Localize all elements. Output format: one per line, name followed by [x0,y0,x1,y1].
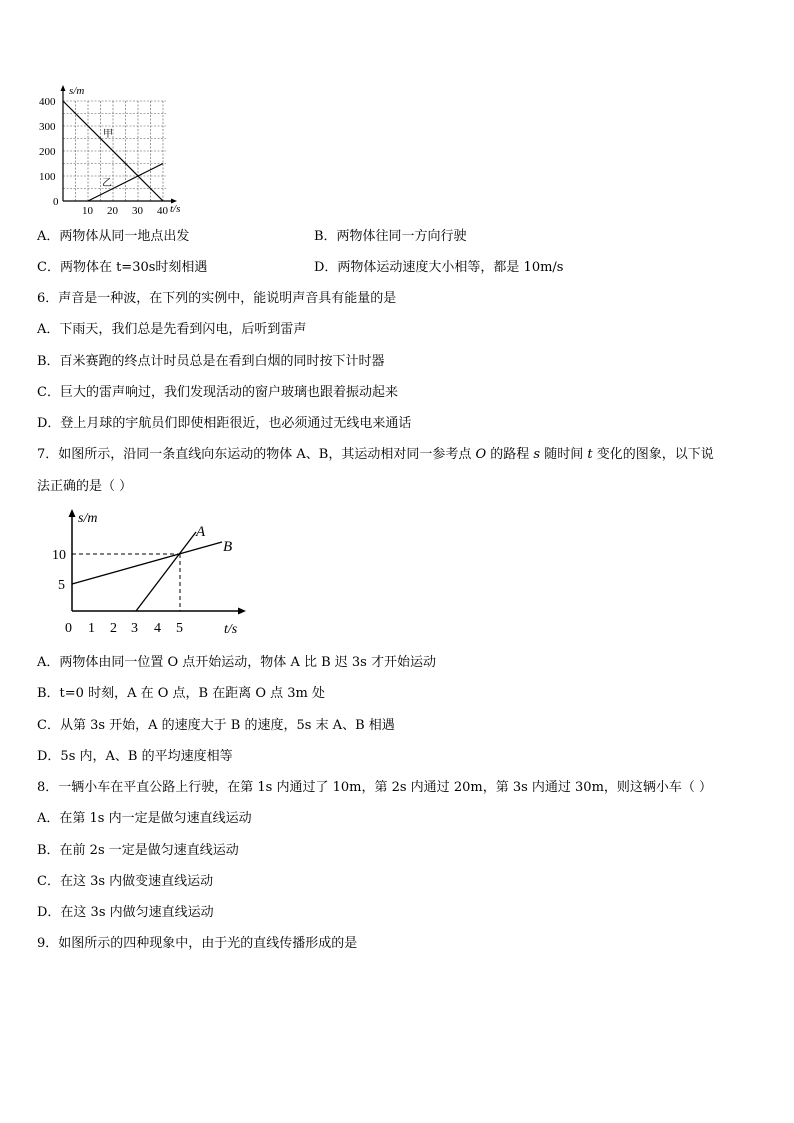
graph-2-x-tick: 3 [131,621,138,636]
graph-2-x-label: t/s [224,622,238,637]
q7-stem-text: 随时间 [540,447,588,462]
q7-option-b[interactable]: B．t=0 时刻，A 在 O 点，B 在距离 O 点 3m 处 [37,686,325,701]
graph-2-label-a: A [196,524,206,540]
q5-option-a[interactable]: A．两物体从同一地点出发 [37,229,190,244]
q7-stem-text: 变化的图象，以下说 [592,447,714,462]
graph-2-label-b: B [223,539,233,555]
graph-2-x-tick: 4 [154,621,161,636]
q7-stem-var-t: t [587,447,593,462]
q7-stem-var-s: s [533,447,541,462]
graph-1-y-tick: 100 [39,171,56,183]
graph-2-y-arrow [69,509,76,517]
graph-1-label-jia: 甲 [103,129,113,140]
graph-1-x-label: t/s [170,203,181,215]
graph-1-y-tick: 200 [39,146,56,158]
graph-1-y-tick: 300 [39,121,56,133]
q6-option-b[interactable]: B．百米赛跑的终点计时员总是在看到白烟的同时按下计时器 [37,354,385,369]
graph-2-x-tick: 0 [65,621,72,636]
q5-option-c[interactable]: C．两物体在 t=30s时刻相遇 [37,260,208,275]
graph-1-y-tick: 400 [39,96,56,108]
graph-1-y-arrow [61,85,66,91]
q7-stem-text: 7．如图所示，沿同一条直线向东运动的物体 A、B，其运动相对同一参考点 [37,447,476,462]
graph-2-y-tick: 10 [52,548,66,563]
q6-option-a[interactable]: A．下雨天，我们总是先看到闪电，后听到雷声 [37,322,307,337]
graph-1-x-tick: 20 [107,205,118,217]
q5-option-d[interactable]: D．两物体运动速度大小相等，都是 10m/s [314,260,564,275]
graph-1-y-label: s/m [69,85,85,97]
q7-option-d[interactable]: D．5s 内，A、B 的平均速度相等 [37,749,233,764]
q6-option-d[interactable]: D．登上月球的宇航员们即使相距很近，也必须通过无线电来通话 [37,416,412,431]
q8-option-a[interactable]: A．在第 1s 内一定是做匀速直线运动 [37,811,252,826]
graph-2-x-tick: 2 [110,621,117,636]
graph-1-label-yi: 乙 [102,178,112,189]
q7-stem-var-o: O [475,447,487,462]
q7-option-c[interactable]: C．从第 3s 开始，A 的速度大于 B 的速度，5s 末 A、B 相遇 [37,718,395,733]
graph-2-x-arrow [238,608,246,615]
q8-option-d[interactable]: D．在这 3s 内做匀速直线运动 [37,905,214,920]
q8-stem: 8．一辆小车在平直公路上行驶，在第 1s 内通过了 10m，第 2s 内通过 20m，第 3s 内通过 30m，则这辆小车（ ） [37,780,713,795]
graph-2-line-b [72,542,222,584]
q5-option-b[interactable]: B．两物体往同一方向行驶 [314,229,467,244]
q8-option-b[interactable]: B．在前 2s 一定是做匀速直线运动 [37,843,239,858]
q8-option-c[interactable]: C．在这 3s 内做变速直线运动 [37,874,214,889]
graph-1-y-tick: 0 [53,196,59,208]
graph-1-x-tick: 30 [132,205,143,217]
graph-2-x-tick: 5 [176,621,183,636]
graph-2-y-tick: 5 [58,578,65,593]
graph-2-y-label: s/m [78,511,98,526]
q6-stem: 6．声音是一种波，在下列的实例中，能说明声音具有能量的是 [37,291,397,306]
q7-option-a[interactable]: A．两物体由同一位置 O 点开始运动，物体 A 比 B 迟 3s 才开始运动 [37,655,436,670]
graph-2-x-tick: 1 [88,621,95,636]
q6-option-c[interactable]: C．巨大的雷声响过，我们发现活动的窗户玻璃也跟着振动起来 [37,385,398,400]
graph-1-x-tick: 10 [82,205,93,217]
q9-stem: 9．如图所示的四种现象中，由于光的直线传播形成的是 [37,936,358,951]
graph-1 [36,80,186,220]
graph-1-x-tick: 40 [157,205,168,217]
q7-stem-line1 [37,446,714,464]
graph-2 [50,502,255,642]
q7-stem-line2: 法正确的是（ ） [37,479,133,494]
q7-stem-text: 的路程 [486,447,534,462]
graph-2-line-a [136,532,196,611]
